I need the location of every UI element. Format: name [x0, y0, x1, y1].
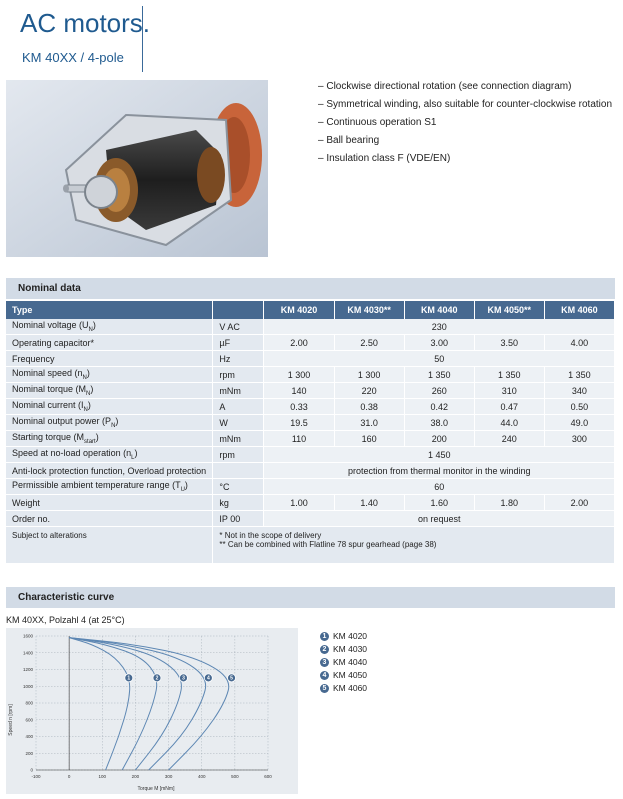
- row-value: 0.33: [264, 399, 334, 415]
- row-value: 160: [334, 431, 404, 447]
- row-value: 4.00: [544, 335, 614, 351]
- row-value: 0.47: [474, 399, 544, 415]
- row-label: Frequency: [6, 351, 213, 367]
- feature-list: [318, 78, 612, 168]
- y-tick-label: 1000: [22, 683, 33, 689]
- footnote-1: * Not in the scope of delivery: [219, 531, 322, 540]
- x-tick-label: 300: [164, 774, 173, 779]
- legend-label: KM 4050: [333, 670, 368, 680]
- row-value: 38.0: [404, 415, 474, 431]
- feature-item: – Continuous operation S1: [318, 114, 612, 132]
- row-label: Nominal output power $(P_N)$: [6, 415, 213, 431]
- table-row: [6, 399, 615, 415]
- col-header-model: KM 4050**: [474, 301, 544, 319]
- legend-number-icon: 5: [320, 684, 329, 693]
- row-label: Speed at no-load operation $(n_L)$: [6, 447, 213, 463]
- page-title: AC motors.: [20, 8, 151, 38]
- series-marker-label: 5: [230, 675, 233, 682]
- table-row: [6, 415, 615, 431]
- row-value-span: 230: [264, 319, 615, 335]
- row-value: 240: [474, 431, 544, 447]
- chart-legend: [320, 630, 367, 695]
- row-value: 340: [544, 383, 614, 399]
- y-tick-label: 1600: [22, 633, 33, 639]
- x-tick-label: -100: [31, 774, 41, 779]
- nominal-data-heading: [6, 278, 615, 299]
- legend-label: KM 4060: [333, 683, 368, 693]
- nominal-data-table: [6, 301, 615, 564]
- row-value: 44.0: [474, 415, 544, 431]
- page-subtitle: KM 40XX / 4-pole: [22, 50, 124, 65]
- nominal-data-heading-label: Nominal data: [18, 283, 81, 294]
- x-tick-label: 500: [231, 774, 239, 779]
- row-value: 310: [474, 383, 544, 399]
- col-header-type: Type: [6, 301, 213, 319]
- row-value: 200: [404, 431, 474, 447]
- legend-number-icon: 2: [320, 645, 329, 654]
- row-value: 1.60: [404, 495, 474, 511]
- characteristic-curve-heading-label: Characteristic curve: [18, 592, 115, 603]
- col-header-model: KM 4060: [544, 301, 614, 319]
- y-tick-label: 200: [25, 750, 33, 756]
- col-header-model: KM 4020: [264, 301, 334, 319]
- series-marker-label: 3: [182, 675, 185, 682]
- row-unit: [213, 463, 264, 479]
- row-value-span: 50: [264, 351, 615, 367]
- y-tick-label: 1200: [22, 667, 33, 672]
- table-row: [6, 319, 615, 335]
- row-label: Starting torque $(M_{start})$: [6, 431, 213, 447]
- row-value: 2.00: [264, 335, 334, 351]
- row-unit: IP 00: [213, 511, 264, 527]
- characteristic-chart: [6, 628, 298, 794]
- row-value: 0.38: [334, 399, 404, 415]
- row-value: 2.50: [334, 335, 404, 351]
- legend-item: [320, 669, 367, 682]
- row-unit: kg: [213, 495, 264, 511]
- y-axis-label: Speed n [rpm]: [8, 704, 14, 736]
- col-header-model: KM 4030**: [334, 301, 404, 319]
- x-tick-label: 400: [197, 774, 206, 779]
- feature-item: – Symmetrical winding, also suitable for counter-clockwise rotation: [318, 96, 612, 114]
- footnote-2: ** Can be combined with Flatline 78 spur gearhead (page 38): [219, 540, 437, 549]
- row-unit: W: [213, 415, 264, 431]
- series-marker-label: 4: [206, 675, 210, 682]
- series-marker-label: 1: [127, 675, 131, 682]
- x-tick-label: 100: [98, 774, 107, 779]
- row-value: 1 300: [334, 367, 404, 383]
- row-label: Permissible ambient temperature range $(T_U)$: [6, 479, 213, 495]
- y-tick-label: 800: [25, 700, 33, 706]
- chart-subtitle: KM 40XX, Polzahl 4 (at 25°C): [6, 615, 125, 625]
- row-value: 31.0: [334, 415, 404, 431]
- col-header-unit: [213, 301, 264, 319]
- x-axis-label: Torque M [mNm]: [137, 786, 175, 792]
- table-row: [6, 511, 615, 527]
- row-value-span: 60: [264, 479, 615, 495]
- table-row: [6, 463, 615, 479]
- legend-number-icon: 1: [320, 632, 329, 641]
- table-row: [6, 447, 615, 463]
- row-value-span: 1 450: [264, 447, 615, 463]
- x-tick-label: 0: [67, 774, 71, 779]
- row-value: 1 350: [474, 367, 544, 383]
- row-label: Nominal speed $(n_N)$: [6, 367, 213, 383]
- chart-background: [6, 628, 298, 794]
- row-value-span: on request: [264, 511, 615, 527]
- row-value-span: protection from thermal monitor in the winding: [264, 463, 615, 479]
- row-unit: rpm: [213, 447, 264, 463]
- legend-number-icon: 3: [320, 658, 329, 667]
- row-value: 220: [334, 383, 404, 399]
- row-label: Weight: [6, 495, 213, 511]
- row-value: 300: [544, 431, 614, 447]
- feature-item: – Clockwise directional rotation (see connection diagram): [318, 78, 612, 96]
- table-row: [6, 367, 615, 383]
- row-value: 19.5: [264, 415, 334, 431]
- row-value: 1 350: [544, 367, 614, 383]
- table-row: [6, 335, 615, 351]
- note-subject-to-alterations: Subject to alterations: [6, 527, 213, 564]
- legend-label: KM 4020: [333, 631, 368, 641]
- table-row: [6, 431, 615, 447]
- row-value: 110: [264, 431, 334, 447]
- row-label: Operating capacitor*: [6, 335, 213, 351]
- legend-item: [320, 656, 367, 669]
- row-label: Nominal voltage $(U_N)$: [6, 319, 213, 335]
- characteristic-curve-heading: [6, 587, 615, 608]
- row-unit: mNm: [213, 383, 264, 399]
- row-value: 1.80: [474, 495, 544, 511]
- table-row: [6, 383, 615, 399]
- row-unit: A: [213, 399, 264, 415]
- row-unit: V AC: [213, 319, 264, 335]
- legend-item: [320, 682, 367, 695]
- y-tick-label: 1400: [22, 650, 33, 656]
- row-unit: Hz: [213, 351, 264, 367]
- legend-number-icon: 4: [320, 671, 329, 680]
- legend-item: [320, 643, 367, 656]
- row-label: Nominal torque $(M_N)$: [6, 383, 213, 399]
- row-unit: rpm: [213, 367, 264, 383]
- row-value: 1.00: [264, 495, 334, 511]
- col-header-model: KM 4040: [404, 301, 474, 319]
- table-row: [6, 479, 615, 495]
- series-marker-label: 2: [155, 675, 159, 682]
- feature-item: – Ball bearing: [318, 132, 612, 150]
- footnotes: [213, 527, 615, 564]
- row-value: 3.50: [474, 335, 544, 351]
- y-tick-label: 400: [25, 734, 33, 739]
- feature-item: – Insulation class F (VDE/EN): [318, 150, 612, 168]
- row-value: 0.42: [404, 399, 474, 415]
- table-notes-row: [6, 527, 615, 564]
- row-value: 1.40: [334, 495, 404, 511]
- row-unit: °C: [213, 479, 264, 495]
- table-row: [6, 495, 615, 511]
- row-label: Anti-lock protection function, Overload protection: [6, 463, 213, 479]
- y-tick-label: 600: [25, 717, 33, 723]
- row-value: 2.00: [544, 495, 614, 511]
- legend-item: [320, 630, 367, 643]
- table-row: [6, 351, 615, 367]
- table-header-row: [6, 301, 615, 319]
- x-tick-label: 200: [131, 774, 140, 779]
- row-unit: mNm: [213, 431, 264, 447]
- row-label: Nominal current $(I_N)$: [6, 399, 213, 415]
- row-value: 140: [264, 383, 334, 399]
- legend-label: KM 4030: [333, 644, 368, 654]
- table-body: [6, 319, 615, 564]
- row-value: 3.00: [404, 335, 474, 351]
- legend-label: KM 4040: [333, 657, 368, 667]
- row-unit: µF: [213, 335, 264, 351]
- row-value: 1 300: [264, 367, 334, 383]
- row-value: 49.0: [544, 415, 614, 431]
- row-label: Order no.: [6, 511, 213, 527]
- motor-photo: [6, 80, 268, 257]
- row-value: 0.50: [544, 399, 614, 415]
- row-value: 260: [404, 383, 474, 399]
- row-value: 1 350: [404, 367, 474, 383]
- x-tick-label: 600: [264, 774, 272, 779]
- y-tick-label: 0: [30, 767, 33, 773]
